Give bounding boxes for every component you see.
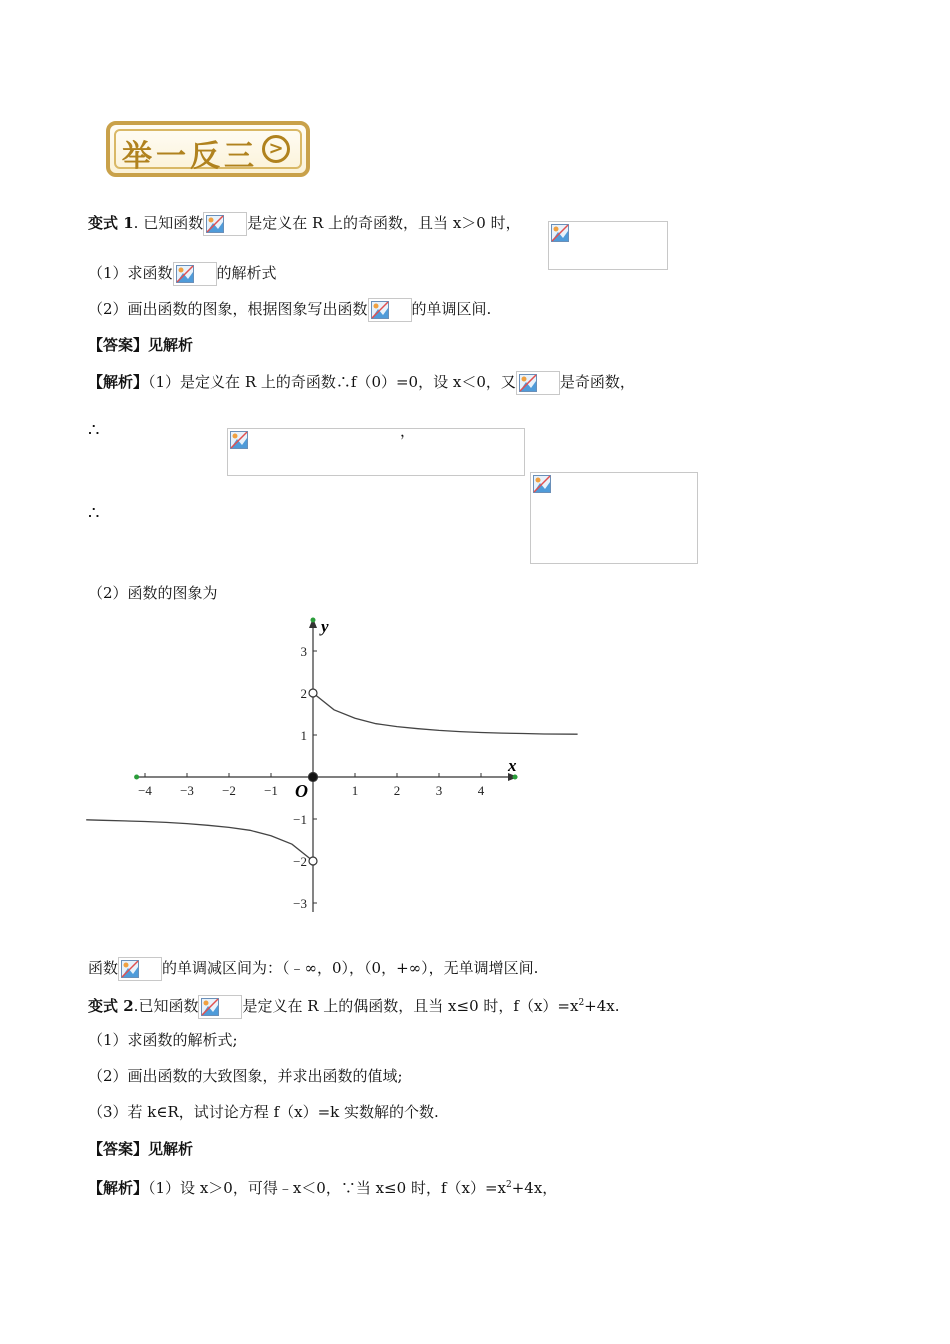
broken-image-icon xyxy=(203,212,247,236)
x-tick-label: −3 xyxy=(180,783,194,798)
v2-answer: 【答案】见解析 xyxy=(88,1140,194,1158)
x-tick-label: 2 xyxy=(393,783,401,798)
open-point xyxy=(309,857,317,865)
v2-explanation-1 xyxy=(88,1175,557,1195)
y-tick-label: 2 xyxy=(300,686,307,701)
x-tick-label: 1 xyxy=(351,783,359,798)
broken-image-icon xyxy=(530,472,698,564)
v2-explanation-text-1: （1）设 x＞0，可得﹣x＜0，∵当 x≤0 时，f（x）=x xyxy=(148,1179,506,1197)
section-banner xyxy=(106,121,310,177)
comma: ， xyxy=(400,422,416,440)
v1-statement-text-1: . 已知函数 xyxy=(133,214,204,232)
v2-statement-text-1: .已知函数 xyxy=(133,997,199,1015)
v2-statement-text-3: +4x. xyxy=(584,997,620,1015)
broken-image-icon xyxy=(173,262,217,286)
broken-image-icon xyxy=(516,371,560,395)
y-axis-label: y xyxy=(321,617,329,636)
x-tick-label: 4 xyxy=(477,783,485,798)
v1-q2-text-b: 的单调区间. xyxy=(411,300,492,318)
broken-image-icon xyxy=(227,428,525,476)
v1-statement xyxy=(88,212,521,232)
v1-q1-text-b: 的解析式 xyxy=(216,264,277,282)
broken-image-icon xyxy=(198,995,242,1019)
v1-explanation-1 xyxy=(88,371,635,391)
v2-question-3: （3）若 k∈R，试讨论方程 f（x）=k 实数解的个数. xyxy=(88,1103,439,1121)
y-tick-label: −2 xyxy=(293,854,307,869)
origin-label: O xyxy=(295,781,308,801)
v1-explanation-tag: 【解析】 xyxy=(88,373,149,391)
therefore-symbol: ∴ xyxy=(88,503,100,524)
v2-explanation-tag: 【解析】 xyxy=(88,1179,149,1197)
v2-question-2: （2）画出函数的大致图象，并求出函数的值域; xyxy=(88,1067,403,1085)
v2-title: 变式 2 xyxy=(88,997,134,1015)
y-tick-label: −1 xyxy=(293,812,307,827)
graph-caption: （2）函数的图象为 xyxy=(88,584,218,602)
v1-answer: 【答案】见解析 xyxy=(88,336,194,354)
v1-explanation-text-2: 是奇函数， xyxy=(559,373,635,391)
filled-point xyxy=(309,773,318,782)
x-tick-label: −2 xyxy=(222,783,236,798)
broken-image-icon xyxy=(548,221,668,270)
therefore-symbol: ∴ xyxy=(88,420,100,441)
v1-title: 变式 1 xyxy=(88,214,134,232)
curve-branch xyxy=(86,820,313,861)
x-tick-label: 3 xyxy=(435,783,443,798)
v1-question-1 xyxy=(88,262,277,282)
axis-end-marker xyxy=(513,775,518,780)
banner-title: 举一反三 xyxy=(122,139,258,174)
y-tick-label: 3 xyxy=(300,644,307,659)
function-graph xyxy=(80,612,600,922)
v2-explanation-superscript: 2 xyxy=(505,1180,512,1190)
x-tick-label: −4 xyxy=(138,783,152,798)
v1-question-2 xyxy=(88,298,491,318)
v1-conclusion-text-a: 函数 xyxy=(88,959,119,977)
broken-image-icon xyxy=(368,298,412,322)
v2-explanation-text-2: +4x， xyxy=(511,1179,558,1197)
arrow-circle-icon: > xyxy=(262,135,290,163)
v1-statement-text-2: 是定义在 R 上的奇函数，且当 x＞0 时， xyxy=(247,214,521,232)
v2-statement-text-2: 是定义在 R 上的偶函数，且当 x≤0 时，f（x）=x xyxy=(242,997,579,1015)
v1-explanation-text-1: （1）是定义在 R 上的奇函数∴f（0）=0，设 x＜0，又 xyxy=(148,373,516,391)
v1-q2-text-a: （2）画出函数的图象，根据图象写出函数 xyxy=(88,300,368,318)
v2-statement-superscript: 2 xyxy=(578,998,585,1008)
curve-branch xyxy=(313,693,578,734)
broken-image-icon xyxy=(118,957,162,981)
y-tick-label: −3 xyxy=(293,896,307,911)
x-tick-label: −1 xyxy=(264,783,278,798)
v1-q1-text-a: （1）求函数 xyxy=(88,264,173,282)
axis-end-marker xyxy=(134,775,139,780)
x-axis-label: x xyxy=(508,756,517,775)
open-point xyxy=(309,689,317,697)
v1-conclusion xyxy=(88,957,538,977)
axis-end-marker xyxy=(311,618,316,623)
y-tick-label: 1 xyxy=(300,728,307,743)
v2-question-1: （1）求函数的解析式; xyxy=(88,1031,238,1049)
v2-statement xyxy=(88,993,620,1013)
v1-conclusion-text-b: 的单调减区间为：（﹣∞，0），（0，+∞），无单调增区间. xyxy=(162,959,539,977)
